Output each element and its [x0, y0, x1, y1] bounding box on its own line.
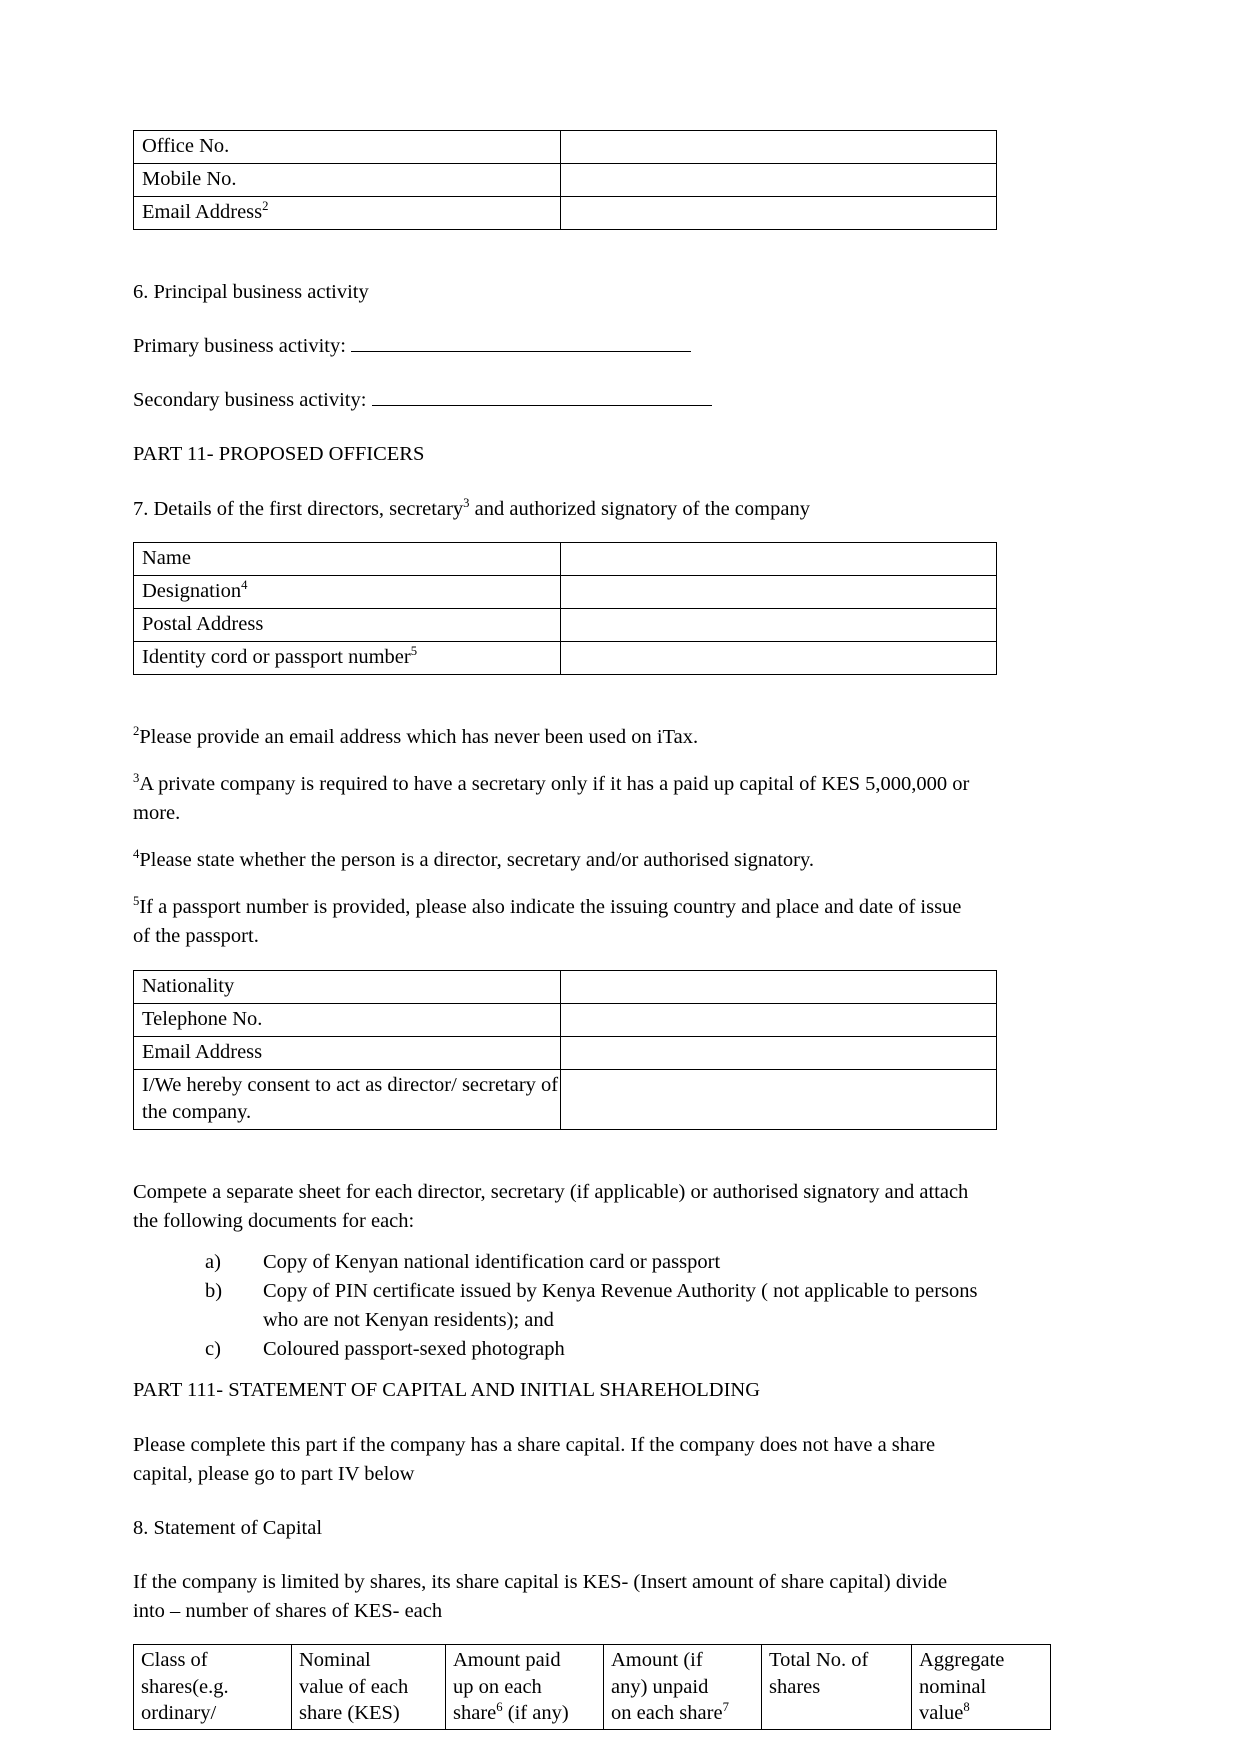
contact-details-table	[133, 130, 997, 230]
list-item	[205, 1248, 978, 1277]
primary-business-activity-input[interactable]	[351, 334, 691, 352]
list-item-marker: a)	[205, 1250, 221, 1273]
officer-label-name-text: Name	[142, 546, 191, 569]
spacer	[133, 1543, 978, 1568]
list-item-label: Copy of PIN certificate issued by Kenya Revenue Authority ( not applicable to persons who are not Kenyan residents); and	[263, 1280, 978, 1332]
contact-label-email-text: Email Address	[142, 201, 263, 224]
footnote-5-marker: 5	[133, 894, 140, 909]
table-row	[134, 1036, 997, 1069]
spacer	[133, 1130, 978, 1178]
footnote-4	[133, 846, 978, 875]
contact-label-mobile-no: Mobile No.	[134, 164, 561, 197]
footnote-4-marker: 4	[133, 847, 140, 862]
secondary-business-activity-input[interactable]	[372, 389, 712, 407]
table-row	[134, 542, 997, 575]
header-line-1: Amount (if	[611, 1649, 703, 1672]
header-line-2: shares(e.g.	[141, 1675, 229, 1698]
header-line-2: shares	[769, 1675, 821, 1698]
footnote-2-text: Please provide an email address which has never been used on iTax.	[139, 725, 699, 748]
secondary-business-activity-row	[133, 386, 978, 415]
list-item-marker: b)	[205, 1280, 223, 1303]
header-line-1: Nominal	[299, 1649, 371, 1672]
item7-text	[133, 495, 978, 524]
header-line-3: value	[919, 1702, 964, 1725]
capital-header-nominal-value	[292, 1645, 446, 1730]
header-line-3: share	[453, 1702, 497, 1725]
table-row	[134, 608, 997, 641]
footnote-ref-3: 3	[463, 495, 470, 510]
spacer	[133, 828, 978, 846]
capital-header-amount-paid	[446, 1645, 604, 1730]
spacer	[133, 1364, 978, 1376]
primary-business-activity-label: Primary business activity:	[133, 335, 346, 358]
part111-heading: PART 111- STATEMENT OF CAPITAL AND INITIAL SHAREHOLDING	[133, 1379, 761, 1402]
header-line-3: share (KES)	[299, 1702, 400, 1725]
part11-heading: PART 11- PROPOSED OFFICERS	[133, 443, 425, 466]
capital-header-amount-unpaid	[604, 1645, 762, 1730]
spacer	[133, 1626, 978, 1644]
contact-label-office-no: Office No.	[134, 131, 561, 164]
contact-value-office-no[interactable]	[561, 131, 997, 164]
table-row	[134, 1003, 997, 1036]
spacer	[133, 675, 978, 723]
header-line-2: any) unpaid	[611, 1675, 709, 1698]
officer-label-email-address: Email Address	[134, 1036, 561, 1069]
header-line-3: ordinary/	[141, 1702, 217, 1725]
list-item	[205, 1335, 978, 1364]
officers-details-table	[133, 542, 997, 675]
officer-label-identity-number	[134, 641, 561, 674]
list-item-label: Coloured passport-sexed photograph	[263, 1338, 565, 1361]
table-row	[134, 1069, 997, 1129]
officer-label-designation	[134, 575, 561, 608]
secondary-business-activity-label: Secondary business activity:	[133, 389, 367, 412]
table-row	[134, 970, 997, 1003]
officer-label-designation-text: Designation	[142, 579, 242, 602]
officer-label-identity-number-text: Identity cord or passport number	[142, 645, 411, 668]
officer-value-telephone-no[interactable]	[561, 1003, 997, 1036]
spacer	[133, 1236, 978, 1248]
footnote-2	[133, 723, 978, 752]
header-line-2: nominal	[919, 1675, 987, 1698]
header-line-2: up on each	[453, 1675, 542, 1698]
footnote-ref-7: 7	[722, 1700, 729, 1715]
statement-of-capital-table	[133, 1644, 1051, 1730]
officer-label-postal-address	[134, 608, 561, 641]
item7-text-pre: 7. Details of the first directors, secretary	[133, 497, 464, 520]
capital-header-class-of-shares	[134, 1645, 292, 1730]
attachments-intro: Compete a separate sheet for each director, secretary (if applicable) or authorised signatory and attach the following documents for each:	[133, 1180, 969, 1232]
footnote-ref-8: 8	[963, 1700, 970, 1715]
capital-header-aggregate-nominal-value	[912, 1645, 1051, 1730]
footnote-5-text: If a passport number is provided, please also indicate the issuing country and place and date of issue of the passport.	[133, 896, 962, 948]
officer-value-name[interactable]	[561, 542, 997, 575]
footnote-4-text: Please state whether the person is a director, secretary and/or authorised signatory.	[139, 849, 815, 872]
table-header-row	[134, 1645, 1051, 1730]
list-item-label: Copy of Kenyan national identification card or passport	[263, 1250, 721, 1273]
page-content	[133, 130, 1005, 1730]
contact-value-mobile-no[interactable]	[561, 164, 997, 197]
officer-label-postal-address-text: Postal Address	[142, 612, 264, 635]
section6-heading: 6. Principal business activity	[133, 281, 369, 304]
header-line-1: Amount paid	[453, 1649, 561, 1672]
footnote-ref-5: 5	[410, 644, 418, 658]
officers-contact-table	[133, 970, 997, 1130]
header-line-2: value of each	[299, 1675, 409, 1698]
spacer	[133, 752, 978, 770]
spacer	[133, 875, 978, 893]
header-line-1: Total No. of	[769, 1649, 869, 1672]
attachments-list	[133, 1248, 978, 1364]
footnote-3	[133, 770, 978, 828]
list-item-marker: c)	[205, 1338, 221, 1361]
contact-value-email-address[interactable]	[561, 197, 997, 230]
contact-label-email-address	[134, 197, 561, 230]
item8-body: If the company is limited by shares, its share capital is KES- (Insert amount of share capital) divide into – number of shares of KES- each	[133, 1570, 948, 1622]
item7-text-post: and authorized signatory of the company	[469, 497, 810, 520]
spacer	[133, 1489, 978, 1514]
spacer	[133, 524, 978, 542]
part111-intro: Please complete this part if the company has a share capital. If the company does not have a share capital, please go to part IV below	[133, 1433, 936, 1485]
officer-value-designation[interactable]	[561, 575, 997, 608]
spacer	[133, 1406, 978, 1431]
table-row	[134, 197, 997, 230]
table-row	[134, 131, 997, 164]
header-line-3: on each share	[611, 1702, 723, 1725]
officer-label-telephone-no: Telephone No.	[134, 1003, 561, 1036]
spacer	[133, 361, 978, 386]
item8-heading: 8. Statement of Capital	[133, 1516, 323, 1539]
spacer	[133, 952, 978, 970]
primary-business-activity-row	[133, 332, 978, 361]
officer-value-email-address[interactable]	[561, 1036, 997, 1069]
spacer	[133, 307, 978, 332]
header-line-3-post: (if any)	[502, 1702, 569, 1725]
footnote-ref-2: 2	[262, 199, 269, 214]
spacer	[133, 415, 978, 440]
spacer	[133, 470, 978, 495]
capital-header-total-shares	[762, 1645, 912, 1730]
table-row	[134, 575, 997, 608]
header-line-1: Aggregate	[919, 1649, 1005, 1672]
footnote-3-text: A private company is required to have a secretary only if it has a paid up capital of KES 5,000,000 or more.	[133, 772, 970, 825]
list-item	[205, 1277, 978, 1335]
officer-label-consent: I/We hereby consent to act as director/ secretary of the company.	[134, 1069, 561, 1129]
officer-label-nationality: Nationality	[134, 970, 561, 1003]
officer-label-name	[134, 542, 561, 575]
footnote-ref-6: 6	[496, 1700, 503, 1715]
header-line-1: Class of	[141, 1649, 208, 1672]
footnote-3-marker: 3	[133, 771, 140, 786]
officer-value-consent[interactable]	[561, 1069, 997, 1129]
officer-value-postal-address[interactable]	[561, 608, 997, 641]
spacer	[133, 230, 978, 278]
officer-value-identity-number[interactable]	[561, 641, 997, 674]
table-row	[134, 164, 997, 197]
table-row	[134, 641, 997, 674]
footnote-ref-4: 4	[241, 577, 248, 592]
footnote-5	[133, 893, 978, 951]
footnote-2-marker: 2	[133, 724, 140, 739]
officer-value-nationality[interactable]	[561, 970, 997, 1003]
